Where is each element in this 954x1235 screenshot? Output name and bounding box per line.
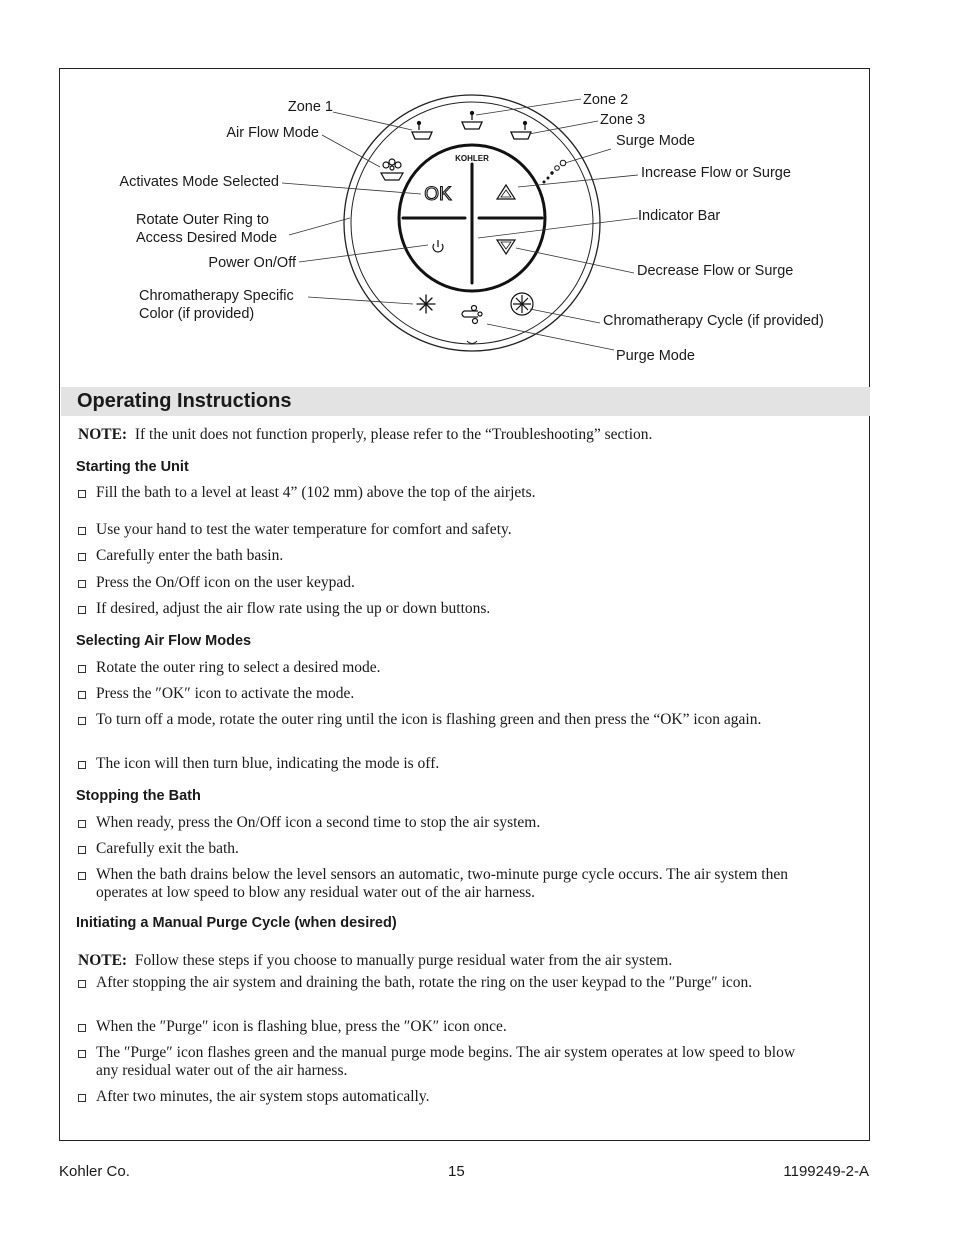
checkbox-bullet [78,527,86,535]
keypad-diagram [60,69,871,387]
list-item: When the bath drains below the level sensors an automatic, two-minute purge cycle occurs. The air system then operates at low speed to blow any residual water out of the air harness. [78,866,798,902]
list-item: Carefully exit the bath. [78,840,798,858]
zone3-icon [511,122,531,140]
callout-decrease-flow: Decrease Flow or Surge [637,263,794,279]
heading-starting-the-unit: Starting the Unit [76,459,189,475]
list-item: Press the ″OK″ icon to activate the mode. [78,685,798,703]
list-item: When the ″Purge″ icon is flashing blue, press the ″OK″ icon once. [78,1018,798,1036]
checkbox-bullet [78,1094,86,1102]
callout-indicator-bar: Indicator Bar [638,208,721,224]
list-item: Press the On/Off icon on the user keypad. [78,574,798,592]
callout-zone1: Zone 1 [287,99,333,115]
note-manual-purge [78,952,672,970]
checkbox-bullet [78,606,86,614]
checkbox-bullet [78,717,86,725]
footer-page-number: 15 [448,1163,465,1180]
checkbox-bullet [78,846,86,854]
list-item: Use your hand to test the water temperature for comfort and safety. [78,521,798,539]
list-item: Rotate the outer ring to select a desired mode. [78,659,798,677]
callout-power-on-off: Power On/Off [208,255,296,271]
zone1-icon [412,122,432,140]
checkbox-bullet [78,980,86,988]
callout-chromatherapy-specific: Chromatherapy Specific Color (if provided) [139,288,294,322]
content-frame [59,68,870,1141]
air-flow-mode-icon [381,159,403,180]
note-label: NOTE: [78,952,128,969]
surge-mode-icon [543,160,566,183]
heading-stopping-the-bath: Stopping the Bath [76,788,201,804]
checkbox-bullet [78,1050,86,1058]
ok-button-label: OK [424,184,452,205]
checkbox-bullet [78,820,86,828]
zone2-icon [462,112,482,130]
footer-company: Kohler Co. [59,1163,130,1180]
section-title: Operating Instructions [77,390,292,412]
list-item: The icon will then turn blue, indicating the mode is off. [78,755,798,773]
callout-air-flow-mode: Air Flow Mode [226,125,319,141]
note-label: NOTE: [78,426,128,443]
heading-selecting-air-flow-modes: Selecting Air Flow Modes [76,633,252,649]
list-item: Carefully enter the bath basin. [78,547,798,565]
callout-activates-mode-selected: Activates Mode Selected [119,174,279,190]
callout-zone3: Zone 3 [600,112,646,128]
checkbox-bullet [78,665,86,673]
checkbox-bullet [78,691,86,699]
list-item: If desired, adjust the air flow rate using the up or down buttons. [78,600,798,618]
chromatherapy-cycle-icon [511,293,533,315]
keypad-brand-logo: KOHLER [455,154,489,163]
callout-rotate-outer-ring: Rotate Outer Ring to Access Desired Mode [136,212,278,246]
checkbox-bullet [78,553,86,561]
chromatherapy-color-icon [417,295,435,313]
section-header-band [61,387,870,416]
note-troubleshooting [78,426,652,444]
list-item: To turn off a mode, rotate the outer ring until the icon is flashing green and then press the “OK” icon again. [78,711,798,729]
purge-mode-icon [462,306,482,324]
checkbox-bullet [78,490,86,498]
checkbox-bullet [78,872,86,880]
list-item: The ″Purge″ icon flashes green and the manual purge mode begins. The air system operates at low speed to blow any residual water out of the air harness. [78,1044,798,1080]
checkbox-bullet [78,580,86,588]
list-item: Fill the bath to a level at least 4” (102 mm) above the top of the airjets. [78,484,798,502]
callout-purge-mode: Purge Mode [616,348,695,364]
note-text: If the unit does not function properly, please refer to the “Troubleshooting” section. [134,426,653,443]
checkbox-bullet [78,1024,86,1032]
list-item: When ready, press the On/Off icon a second time to stop the air system. [78,814,798,832]
footer-doc-number: 1199249-2-A [783,1163,869,1180]
list-item: After two minutes, the air system stops automatically. [78,1088,798,1106]
heading-manual-purge-cycle: Initiating a Manual Purge Cycle (when desired) [76,915,397,931]
callout-surge-mode: Surge Mode [616,133,695,149]
note-text: Follow these steps if you choose to manually purge residual water from the air system. [134,952,673,969]
list-item: After stopping the air system and draining the bath, rotate the ring on the user keypad to the ″Purge″ icon. [78,974,798,992]
checkbox-bullet [78,761,86,769]
callout-chromatherapy-cycle: Chromatherapy Cycle (if provided) [603,313,824,329]
callout-increase-flow: Increase Flow or Surge [641,165,791,181]
callout-zone2: Zone 2 [583,92,629,108]
